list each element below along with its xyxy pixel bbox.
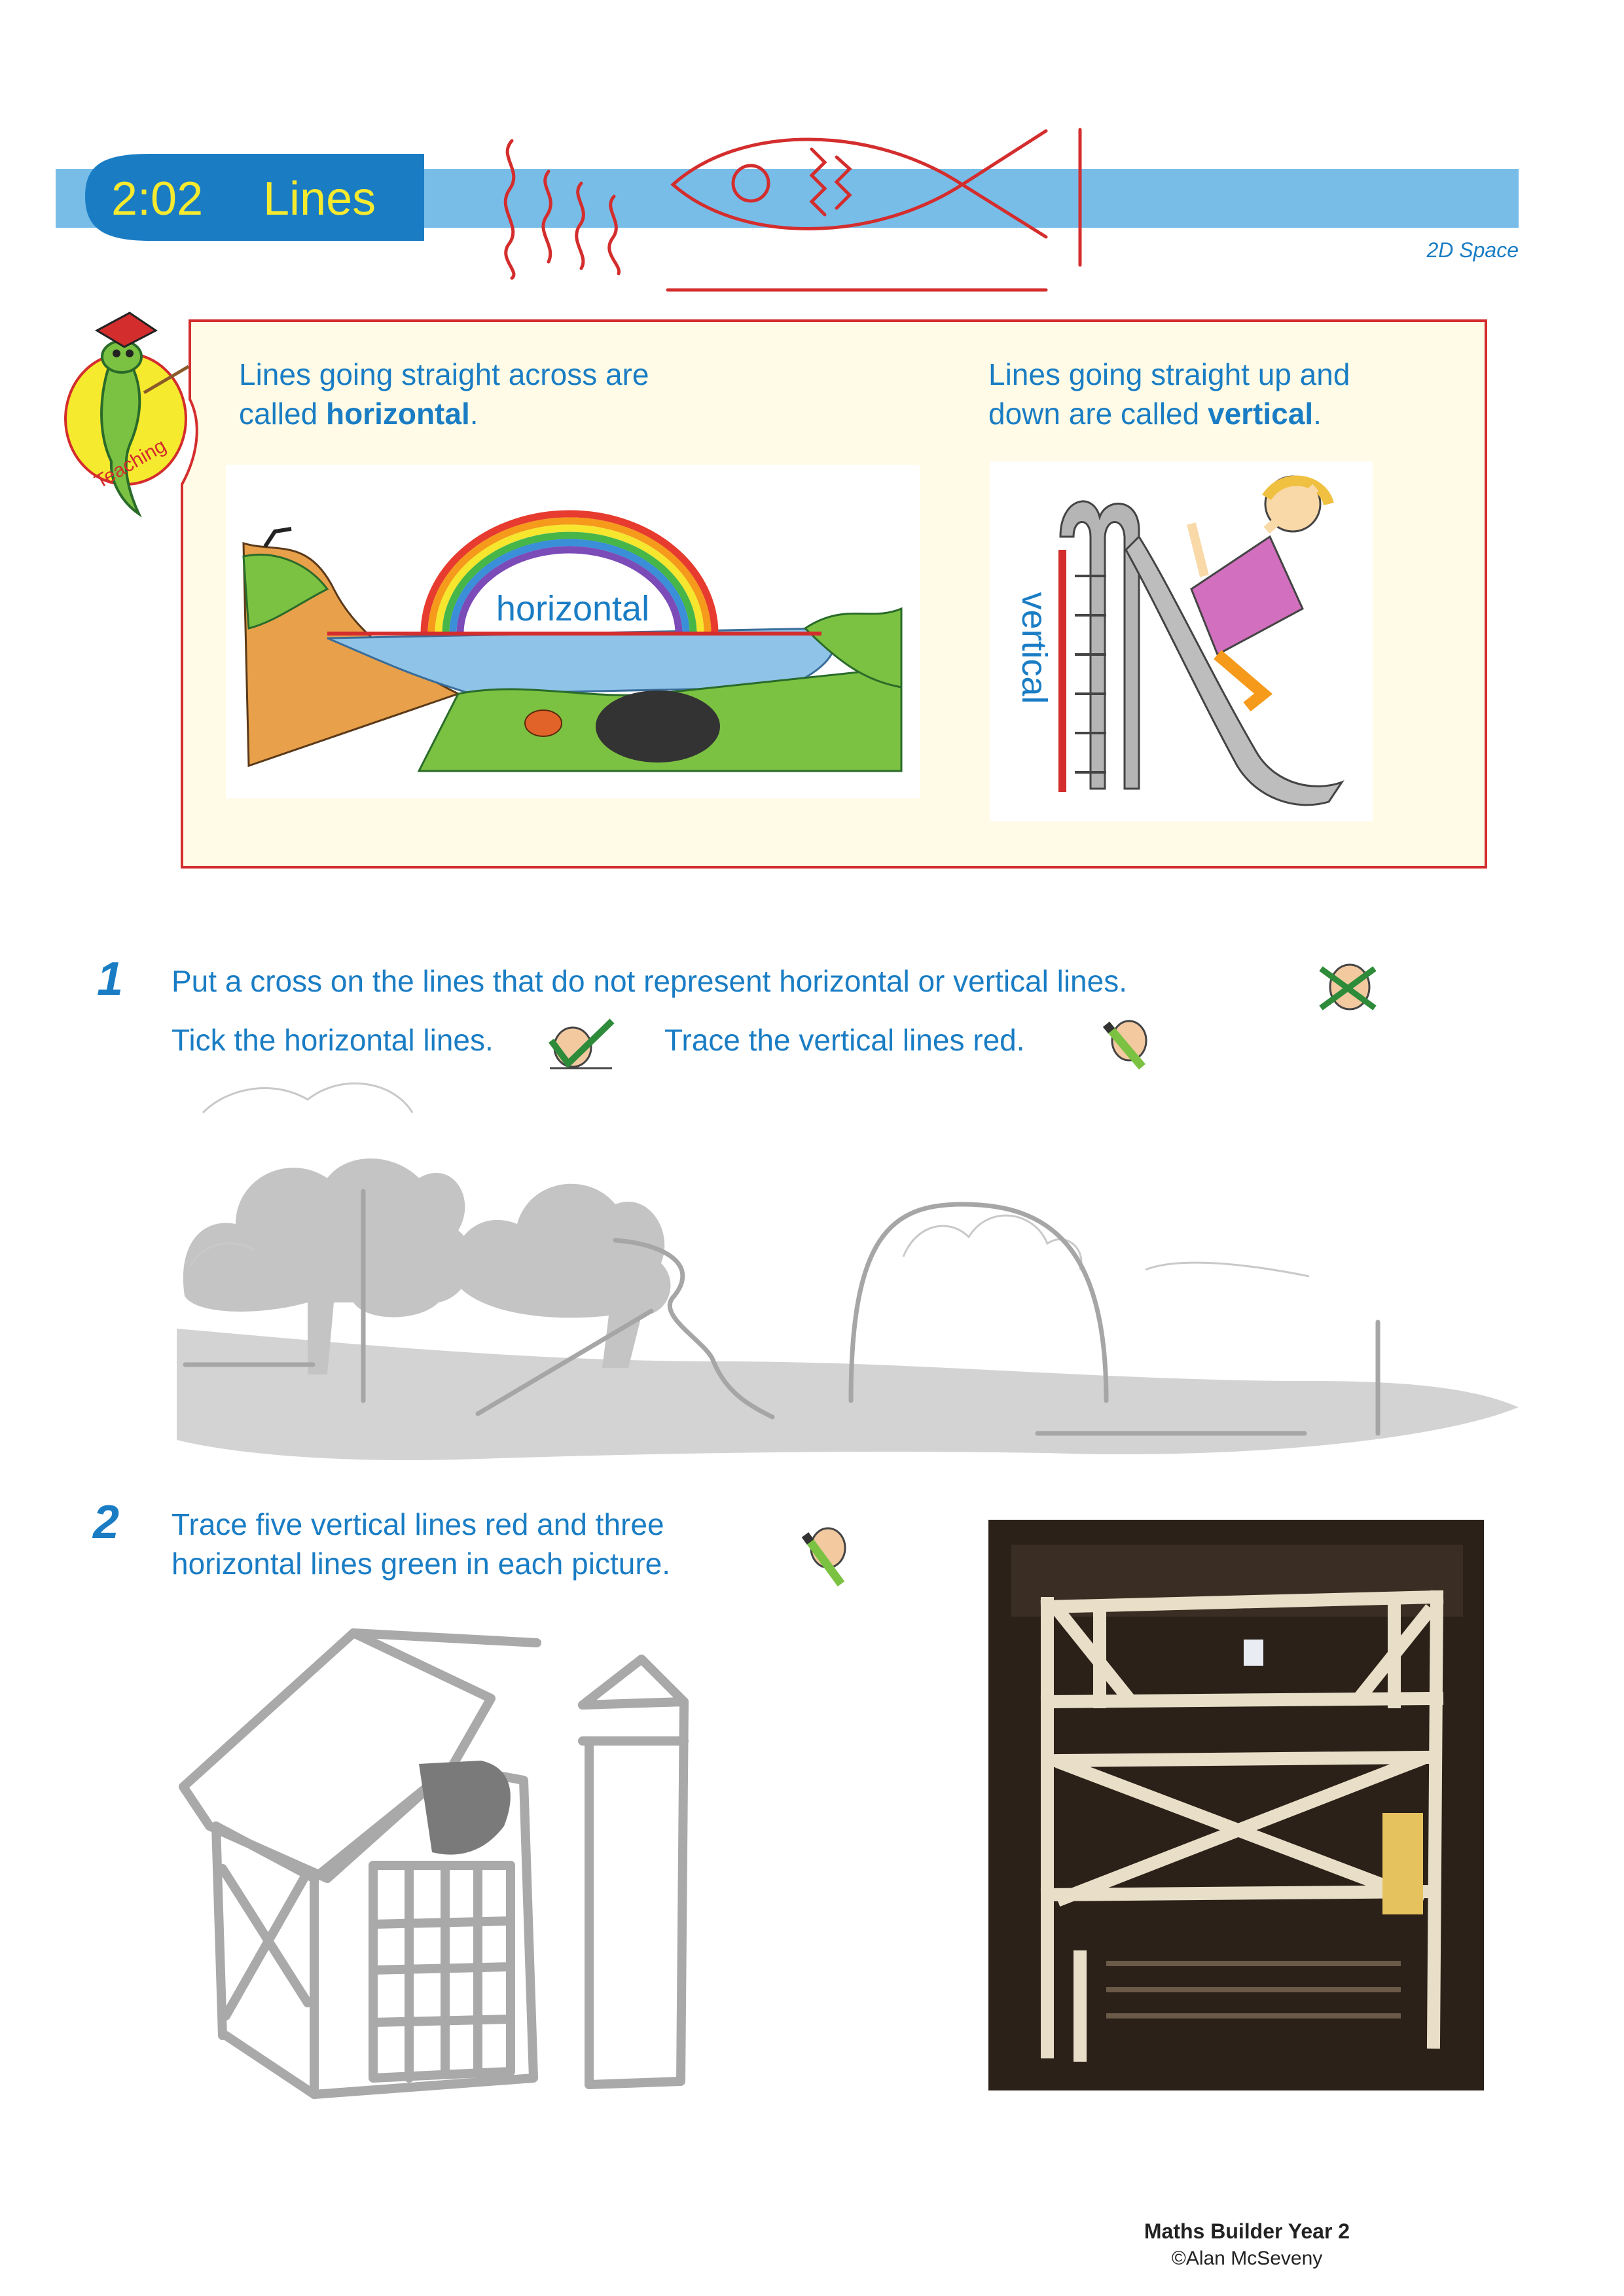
pencil-worm-icon	[1106, 1021, 1146, 1067]
question-2-instruction-line-2: horizontal lines green in each picture.	[171, 1547, 671, 1581]
header	[56, 130, 1519, 290]
section-label: 2D Space	[1426, 238, 1519, 262]
horizontal-definition-line-1: Lines going straight across are	[239, 357, 649, 391]
vertical-picture-label: vertical	[1015, 592, 1054, 704]
question-1-instruction-trace: Trace the vertical lines red.	[664, 1023, 1025, 1057]
footer	[1144, 2219, 1350, 2269]
tick-worm-icon	[550, 1021, 612, 1068]
barn-sketch	[183, 1633, 684, 2094]
cross-worm-icon	[1321, 965, 1375, 1009]
pencil-worm-icon	[805, 1528, 845, 1584]
question-2-number: 2	[93, 1496, 120, 1549]
question-2-instruction-line-1: Trace five vertical lines red and three	[171, 1507, 664, 1541]
teaching-mascot-icon	[65, 313, 189, 514]
question-1-instruction-line-1: Put a cross on the lines that do not represent horizontal or vertical lines.	[171, 964, 1128, 998]
question-1	[97, 953, 1519, 1460]
question-2	[92, 1496, 1484, 2094]
footer-book-title: Maths Builder Year 2	[1144, 2219, 1350, 2243]
question-1-instruction-tick: Tick the horizontal lines.	[171, 1023, 494, 1057]
teaching-panel	[65, 313, 1486, 867]
barn-window	[419, 1761, 511, 1855]
footer-copyright: ©Alan McSeveny	[1171, 2248, 1323, 2269]
lesson-number: 2:02	[111, 173, 204, 225]
vertical-definition-line-1: Lines going straight up and	[988, 357, 1350, 391]
horizontal-definition-line-2: called horizontal.	[239, 397, 478, 431]
rainbow-river-picture	[226, 465, 920, 798]
teaching-badge-label: Teaching	[90, 435, 170, 493]
landscape-scene	[177, 1083, 1519, 1460]
question-1-number: 1	[97, 953, 124, 1005]
horizontal-picture-label: horizontal	[496, 589, 650, 628]
vertical-definition-line-2: down are called vertical.	[988, 397, 1322, 431]
lesson-title: Lines	[263, 173, 376, 225]
tower-photo	[988, 1520, 1484, 2090]
slide-girl-picture	[990, 461, 1373, 821]
